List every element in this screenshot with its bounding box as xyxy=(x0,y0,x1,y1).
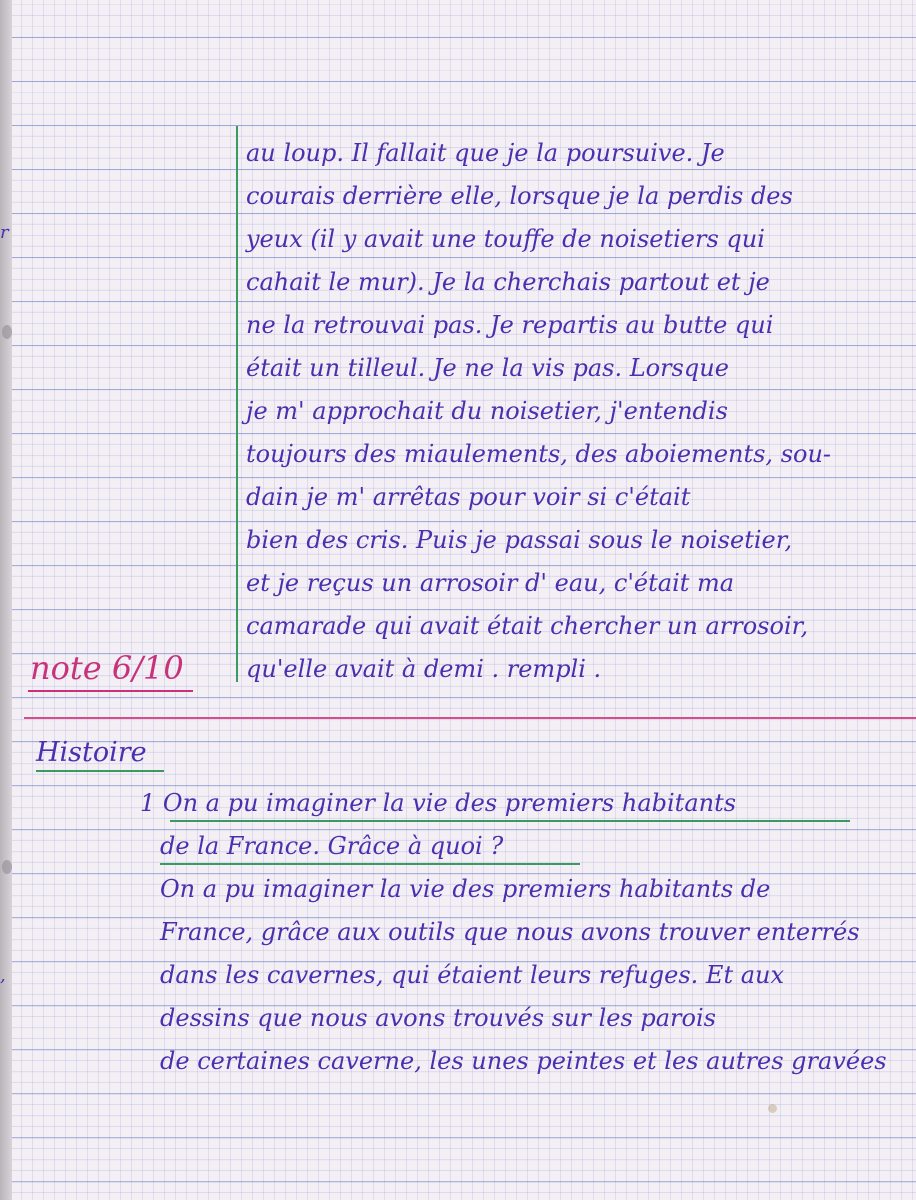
notebook-binding xyxy=(0,0,12,1200)
essay-line: toujours des miaulements, des aboiements, sou- xyxy=(246,440,832,468)
question-line: de la France. Grâce à quoi ? xyxy=(160,832,504,860)
essay-line: courais derrière elle, lorsque je la perdis des xyxy=(246,182,793,210)
question-underline xyxy=(170,820,850,822)
essay-line: camarade qui avait était chercher un arrosoir, xyxy=(246,612,809,640)
binding-hole xyxy=(2,325,12,339)
answer-line: On a pu imaginer la vie des premiers habitants de xyxy=(160,875,771,903)
margin-mark: r xyxy=(0,222,9,243)
history-title-underline xyxy=(36,770,164,772)
essay-line: et je reçus un arrosoir d' eau, c'était ma xyxy=(246,569,735,597)
essay-line: cahait le mur). Je la cherchais partout et je xyxy=(246,268,770,296)
essay-line: ne la retrouvai pas. Je repartis au butte qui xyxy=(246,311,774,339)
question-line: 1 On a pu imaginer la vie des premiers habitants xyxy=(140,789,737,817)
essay-line: au loup. Il fallait que je la poursuive. Je xyxy=(246,139,725,167)
essay-line: qu'elle avait à demi . rempli . xyxy=(246,655,602,683)
answer-line: dans les cavernes, qui étaient leurs refuges. Et aux xyxy=(160,961,785,989)
history-title: Histoire xyxy=(36,737,147,768)
question-underline xyxy=(160,863,580,865)
margin-mark: , xyxy=(0,965,6,986)
essay-line: yeux (il y avait une touffe de noisetiers qui xyxy=(246,225,765,253)
answer-line: France, grâce aux outils que nous avons trouver enterrés xyxy=(160,918,860,946)
answer-line: de certaines caverne, les unes peintes et les autres gravées xyxy=(160,1047,887,1075)
paper-stain xyxy=(768,1104,777,1113)
essay-line: dain je m' arrêtas pour voir si c'était xyxy=(246,483,691,511)
essay-line: bien des cris. Puis je passai sous le noisetier, xyxy=(246,526,793,554)
grade-underline xyxy=(28,690,193,692)
section-divider xyxy=(24,717,916,719)
essay-margin-line xyxy=(236,126,238,682)
binding-hole xyxy=(2,860,12,874)
grade-note: note 6/10 xyxy=(30,649,184,687)
answer-line: dessins que nous avons trouvés sur les parois xyxy=(160,1004,716,1032)
essay-line: je m' approchait du noisetier, j'entendis xyxy=(246,397,728,425)
essay-line: était un tilleul. Je ne la vis pas. Lorsque xyxy=(246,354,729,382)
